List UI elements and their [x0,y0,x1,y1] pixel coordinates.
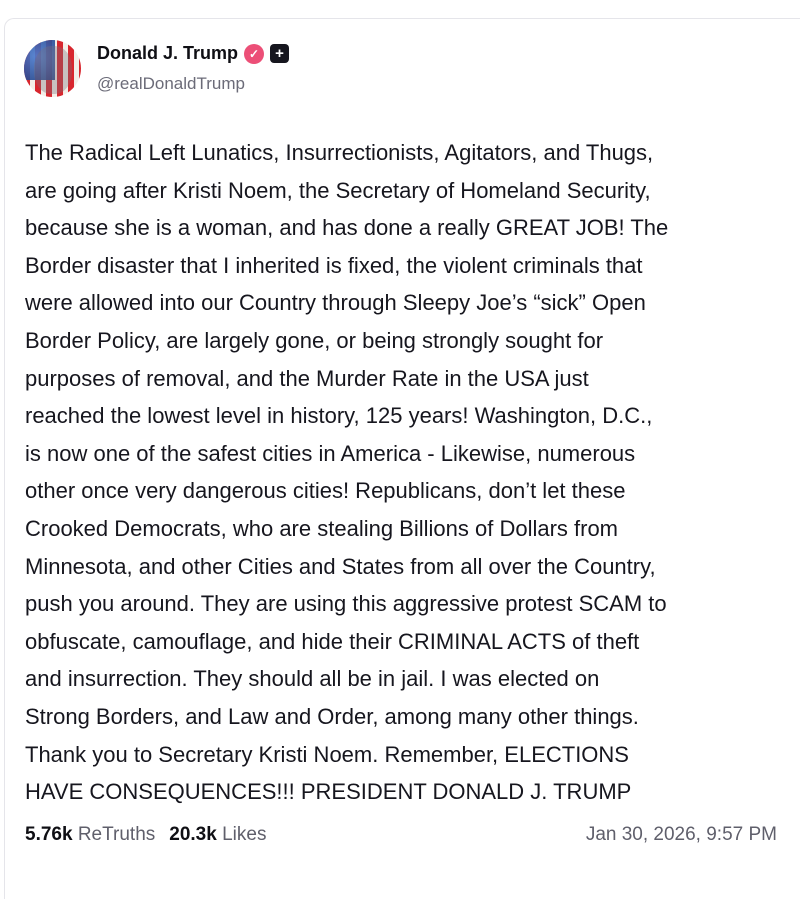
post-text-line: and insurrection. They should all be in jail. I was elected on [25,666,600,692]
post-text-line: are going after Kristi Noem, the Secretary of Homeland Security, [25,177,651,203]
retruths-count[interactable]: 5.76k [25,824,73,845]
retruths-label[interactable]: ReTruths [77,824,156,845]
avatar[interactable] [24,40,81,97]
post-text-line: Crooked Democrats, who are stealing Billions of Dollars from [25,515,619,541]
post-text-line: Border disaster that I inherited is fixed, the violent criminals that [25,252,643,278]
post-text-line: because she is a woman, and has done a really GREAT JOB! The [25,215,669,241]
post-text-line: is now one of the safest cities in America - Likewise, numerous [25,440,636,466]
post-body [25,134,668,811]
post-text-line: Thank you to Secretary Kristi Noem. Remember, ELECTIONS [25,741,629,767]
author-name-row[interactable] [97,43,289,64]
post-text-line: Minnesota, and other Cities and States from all over the Country, [25,553,656,579]
post-text-line: HAVE CONSEQUENCES!!! PRESIDENT DONALD J. TRUMP [25,779,632,805]
post-text-line: purposes of removal, and the Murder Rate in the USA just [25,365,589,391]
verified-badge-icon: ✓ [244,44,264,64]
post-footer [25,824,777,846]
author-name[interactable]: Donald J. Trump [97,43,239,63]
post-text-line: Strong Borders, and Law and Order, among many other things. [25,703,639,729]
author-handle[interactable]: @realDonaldTrump [97,74,245,93]
likes-label[interactable]: Likes [222,824,267,845]
plus-icon: + [270,44,289,63]
post-text-line: reached the lowest level in history, 125 years! Washington, D.C., [25,403,653,429]
post-text-line: obfuscate, camouflage, and hide their CRIMINAL ACTS of theft [25,628,640,654]
post-text-line: Border Policy, are largely gone, or being strongly sought for [25,327,604,353]
timestamp[interactable]: Jan 30, 2026, 9:57 PM [585,824,777,845]
likes-count[interactable]: 20.3k [169,824,217,845]
post-text-line: were allowed into our Country through Sleepy Joe’s “sick” Open [25,290,646,316]
post-text-line: push you around. They are using this aggressive protest SCAM to [25,591,667,617]
post-text-line: other once very dangerous cities! Republicans, don’t let these [25,478,626,504]
post-text-line: The Radical Left Lunatics, Insurrectionists, Agitators, and Thugs, [25,140,654,165]
